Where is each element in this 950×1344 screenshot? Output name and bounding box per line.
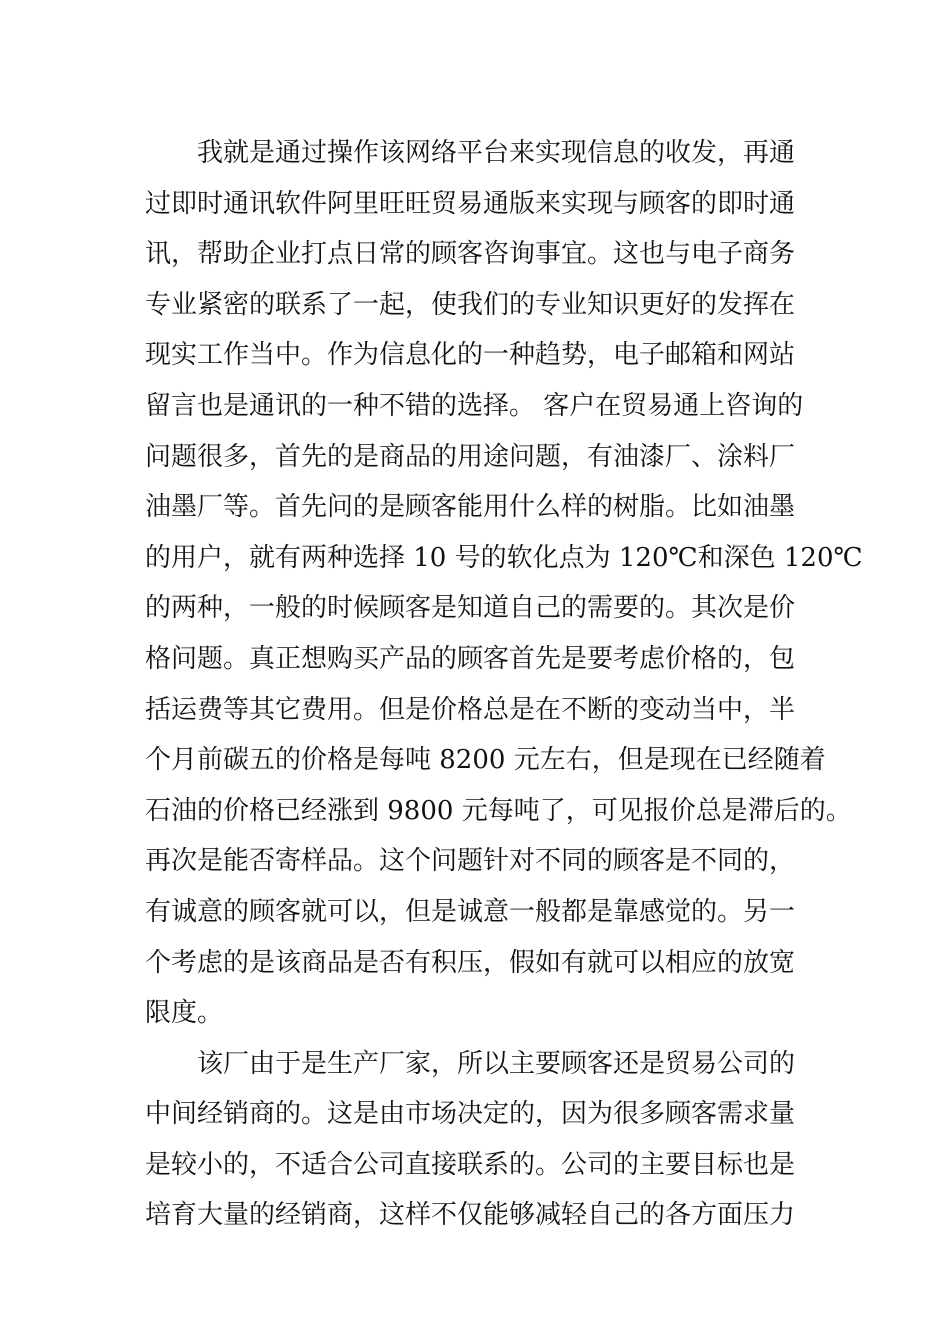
text-line: 我就是通过操作该网络平台来实现信息的收发，再通 <box>197 138 796 168</box>
text-line: 问题很多，首先的是商品的用途问题，有油漆厂、涂料厂 <box>145 441 796 472</box>
text-line: 个月前碳五的价格是每吨 8200 元左右，但是现在已经随着 <box>145 745 826 776</box>
text-line: 个考虑的是该商品是否有积压，假如有就可以相应的放宽 <box>145 947 796 978</box>
paragraph-2 <box>145 1039 825 1241</box>
text-line: 有诚意的顾客就可以，但是诚意一般都是靠感觉的。另一 <box>145 896 796 927</box>
document-body <box>145 128 863 1241</box>
text-line: 是较小的，不适合公司直接联系的。公司的主要目标也是 <box>145 1149 796 1180</box>
text-line: 现实工作当中。作为信息化的一种趋势，电子邮箱和网站 <box>145 340 796 371</box>
paragraph-1 <box>145 128 863 1039</box>
text-line: 过即时通讯软件阿里旺旺贸易通版来实现与顾客的即时通 <box>145 188 796 219</box>
text-line: 格问题。真正想购买产品的顾客首先是要考虑价格的，包 <box>145 643 796 674</box>
text-line: 再次是能否寄样品。这个问题针对不同的顾客是不同的， <box>145 846 796 877</box>
text-line: 留言也是通讯的一种不错的选择。 客户在贸易通上咨询的 <box>145 390 804 421</box>
text-line: 该厂由于是生产厂家，所以主要顾客还是贸易公司的 <box>197 1048 796 1079</box>
text-line: 限度。 <box>145 998 224 1029</box>
text-line: 的两种，一般的时候顾客是知道自己的需要的。其次是价 <box>145 593 796 624</box>
text-line: 中间经销商的。这是由市场决定的，因为很多顾客需求量 <box>145 1099 796 1130</box>
text-line: 括运费等其它费用。但是价格总是在不断的变动当中，半 <box>145 694 796 725</box>
text-line: 石油的价格已经涨到 9800 元每吨了，可见报价总是滞后的。 <box>145 795 852 826</box>
text-line: 专业紧密的联系了一起，使我们的专业知识更好的发挥在 <box>145 289 796 320</box>
text-line: 讯，帮助企业打点日常的顾客咨询事宜。这也与电子商务 <box>145 239 796 270</box>
text-line: 培育大量的经销商，这样不仅能够减轻自己的各方面压力 <box>145 1200 796 1231</box>
text-line: 油墨厂等。首先问的是顾客能用什么样的树脂。比如油墨 <box>145 492 796 523</box>
text-line: 的用户，就有两种选择 10 号的软化点为 120℃和深色 120℃ <box>145 542 863 573</box>
